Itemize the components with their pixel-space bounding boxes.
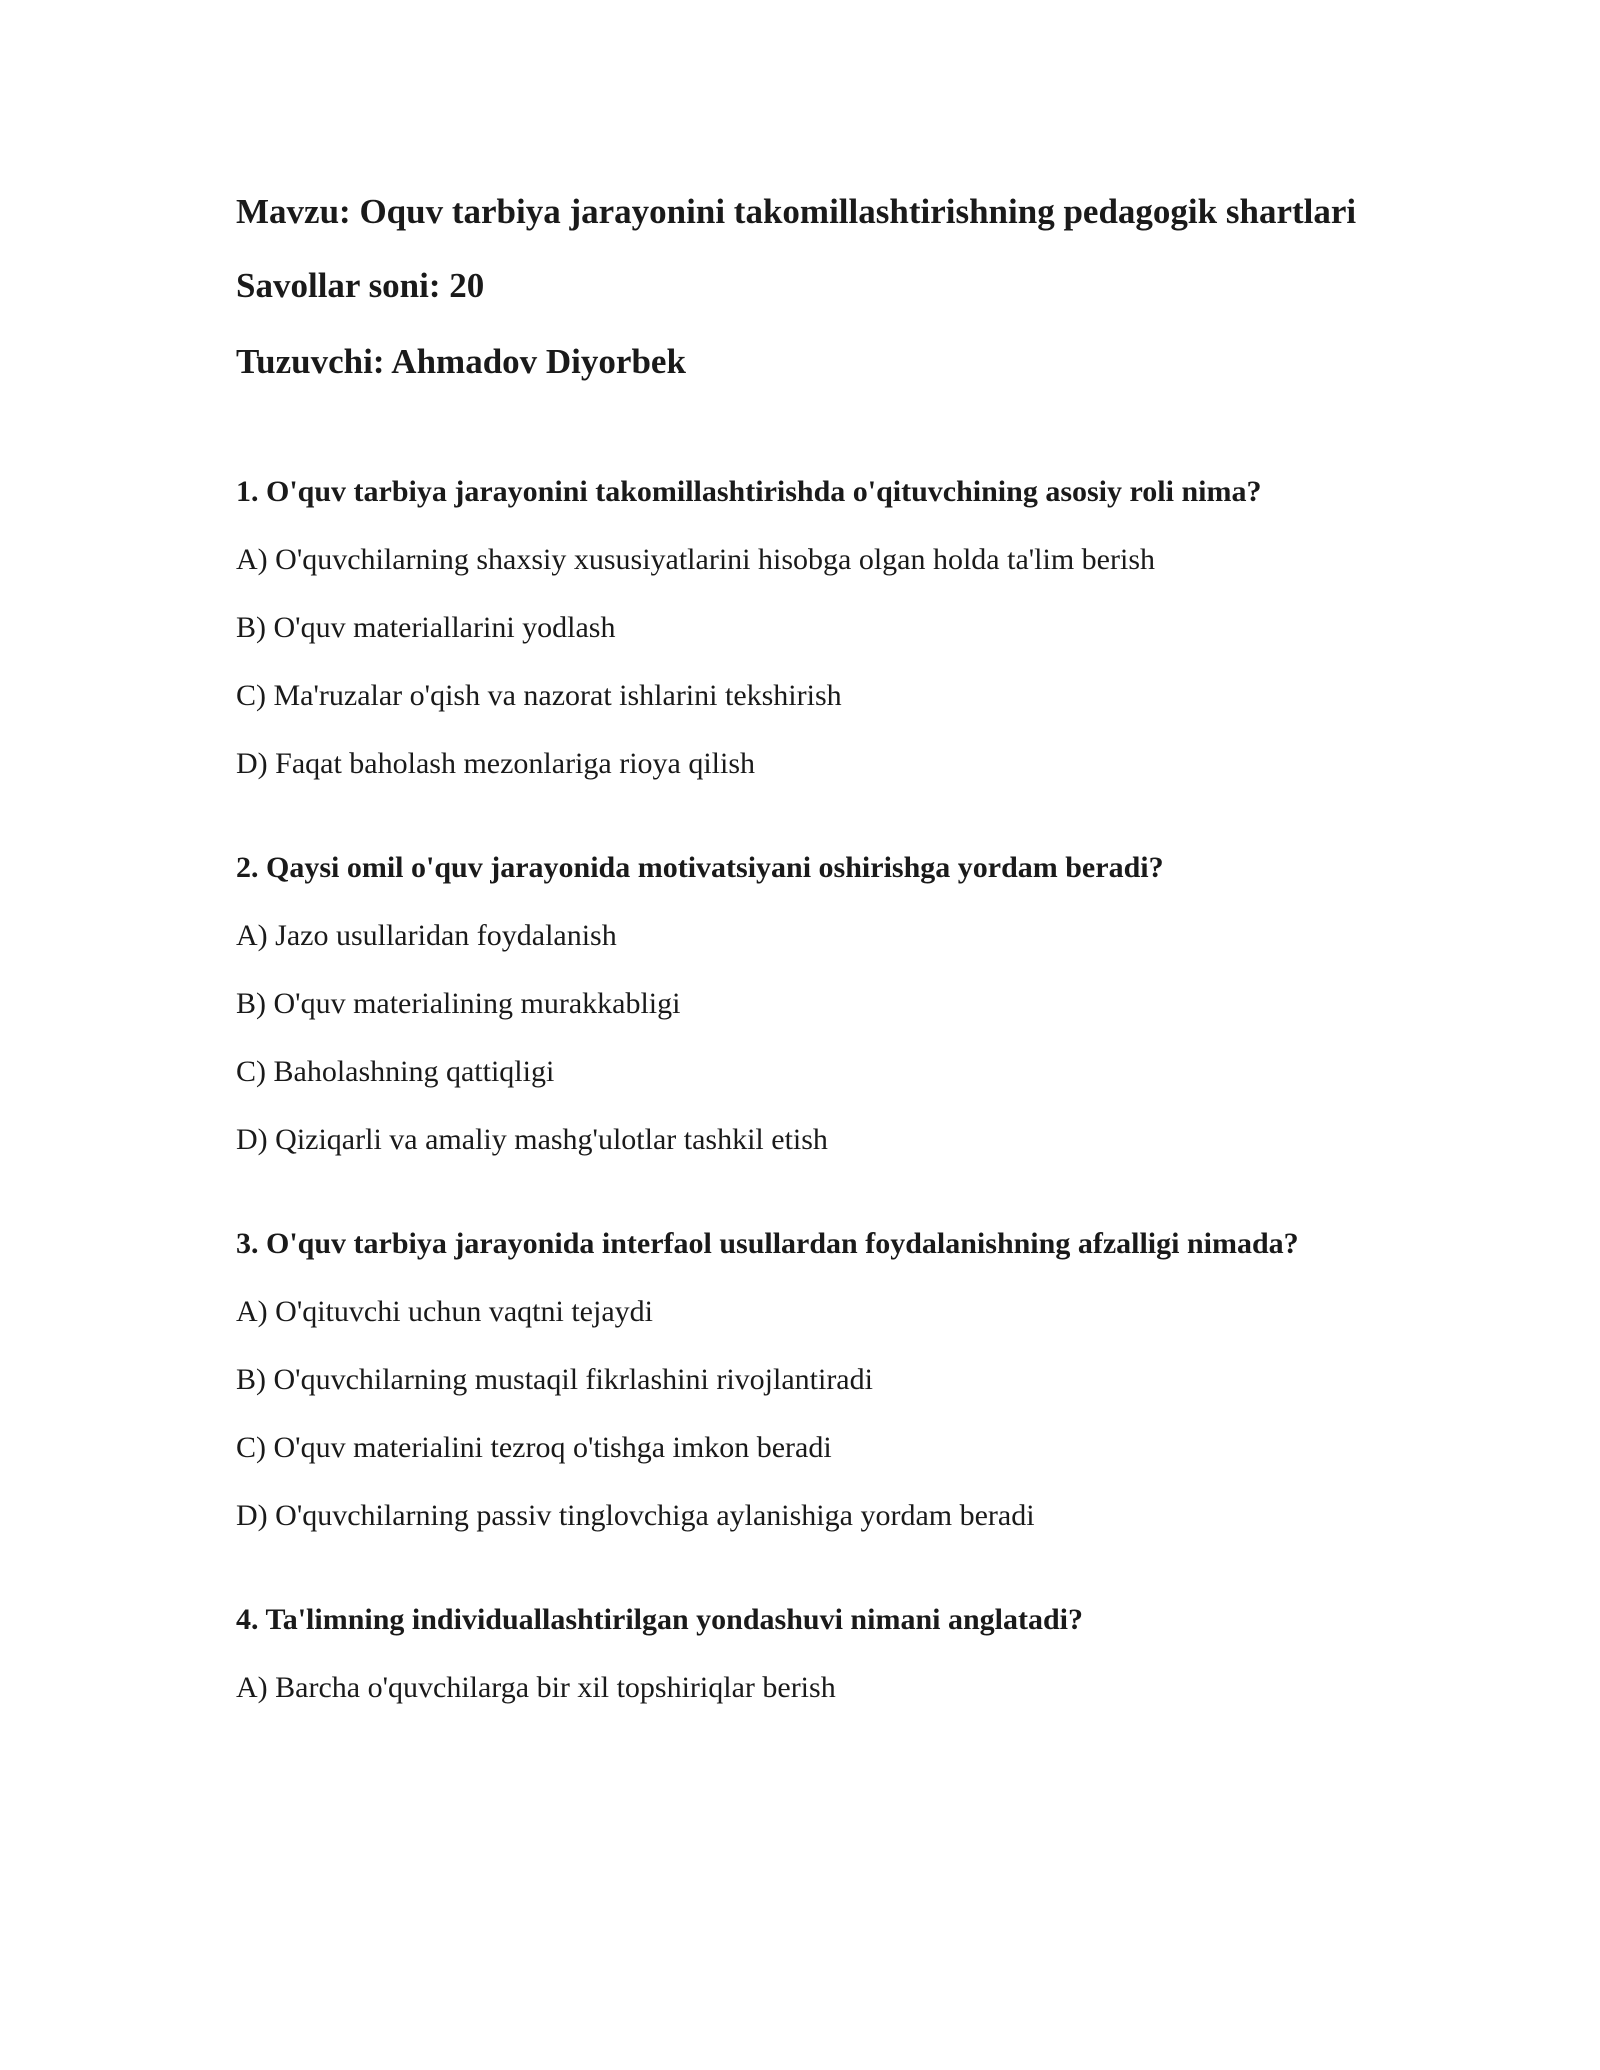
answer-option-b: B) O'quv materiallarini yodlash [236,611,616,644]
question-3 [236,1224,1416,1536]
question-text: 2. Qaysi omil o'quv jarayonida motivatsiyani oshirishga yordam beradi? [236,851,1164,884]
document-page [236,188,1416,1772]
question-text: 3. O'quv tarbiya jarayonida interfaol usullardan foydalanishning afzalligi nimada? [236,1227,1299,1260]
answer-option-c: C) Ma'ruzalar o'qish va nazorat ishlarini tekshirish [236,679,842,712]
answer-option-b: B) O'quv materialining murakkabligi [236,987,681,1020]
answer-option-d: D) O'quvchilarning passiv tinglovchiga aylanishiga yordam beradi [236,1499,1035,1532]
question-1 [236,472,1416,784]
author-line: Tuzuvchi: Ahmadov Diyorbek [236,342,686,381]
question-text: 1. O'quv tarbiya jarayonini takomillashtirishda o'qituvchining asosiy roli nima? [236,475,1262,508]
answer-option-d: D) Faqat baholash mezonlariga rioya qilish [236,747,756,780]
answer-option-a: A) Jazo usullaridan foydalanish [236,919,617,952]
question-4 [236,1600,1416,1708]
answer-option-d: D) Qiziqarli va amaliy mashg'ulotlar tashkil etish [236,1123,828,1156]
topic-heading: Mavzu: Oquv tarbiya jarayonini takomillashtirishning pedagogik shartlari [236,192,1357,231]
answer-option-b: B) O'quvchilarning mustaqil fikrlashini rivojlantiradi [236,1363,873,1396]
question-count: Savollar soni: 20 [236,266,485,305]
answer-option-a: A) Barcha o'quvchilarga bir xil topshiriqlar berish [236,1671,836,1704]
answer-option-a: A) O'qituvchi uchun vaqtni tejaydi [236,1295,653,1328]
answer-option-a: A) O'quvchilarning shaxsiy xususiyatlarini hisobga olgan holda ta'lim berish [236,543,1155,576]
answer-option-c: C) Baholashning qattiqligi [236,1055,555,1088]
question-text: 4. Ta'limning individuallashtirilgan yondashuvi nimani anglatadi? [236,1603,1083,1636]
answer-option-c: C) O'quv materialini tezroq o'tishga imkon beradi [236,1431,832,1464]
question-2 [236,848,1416,1160]
